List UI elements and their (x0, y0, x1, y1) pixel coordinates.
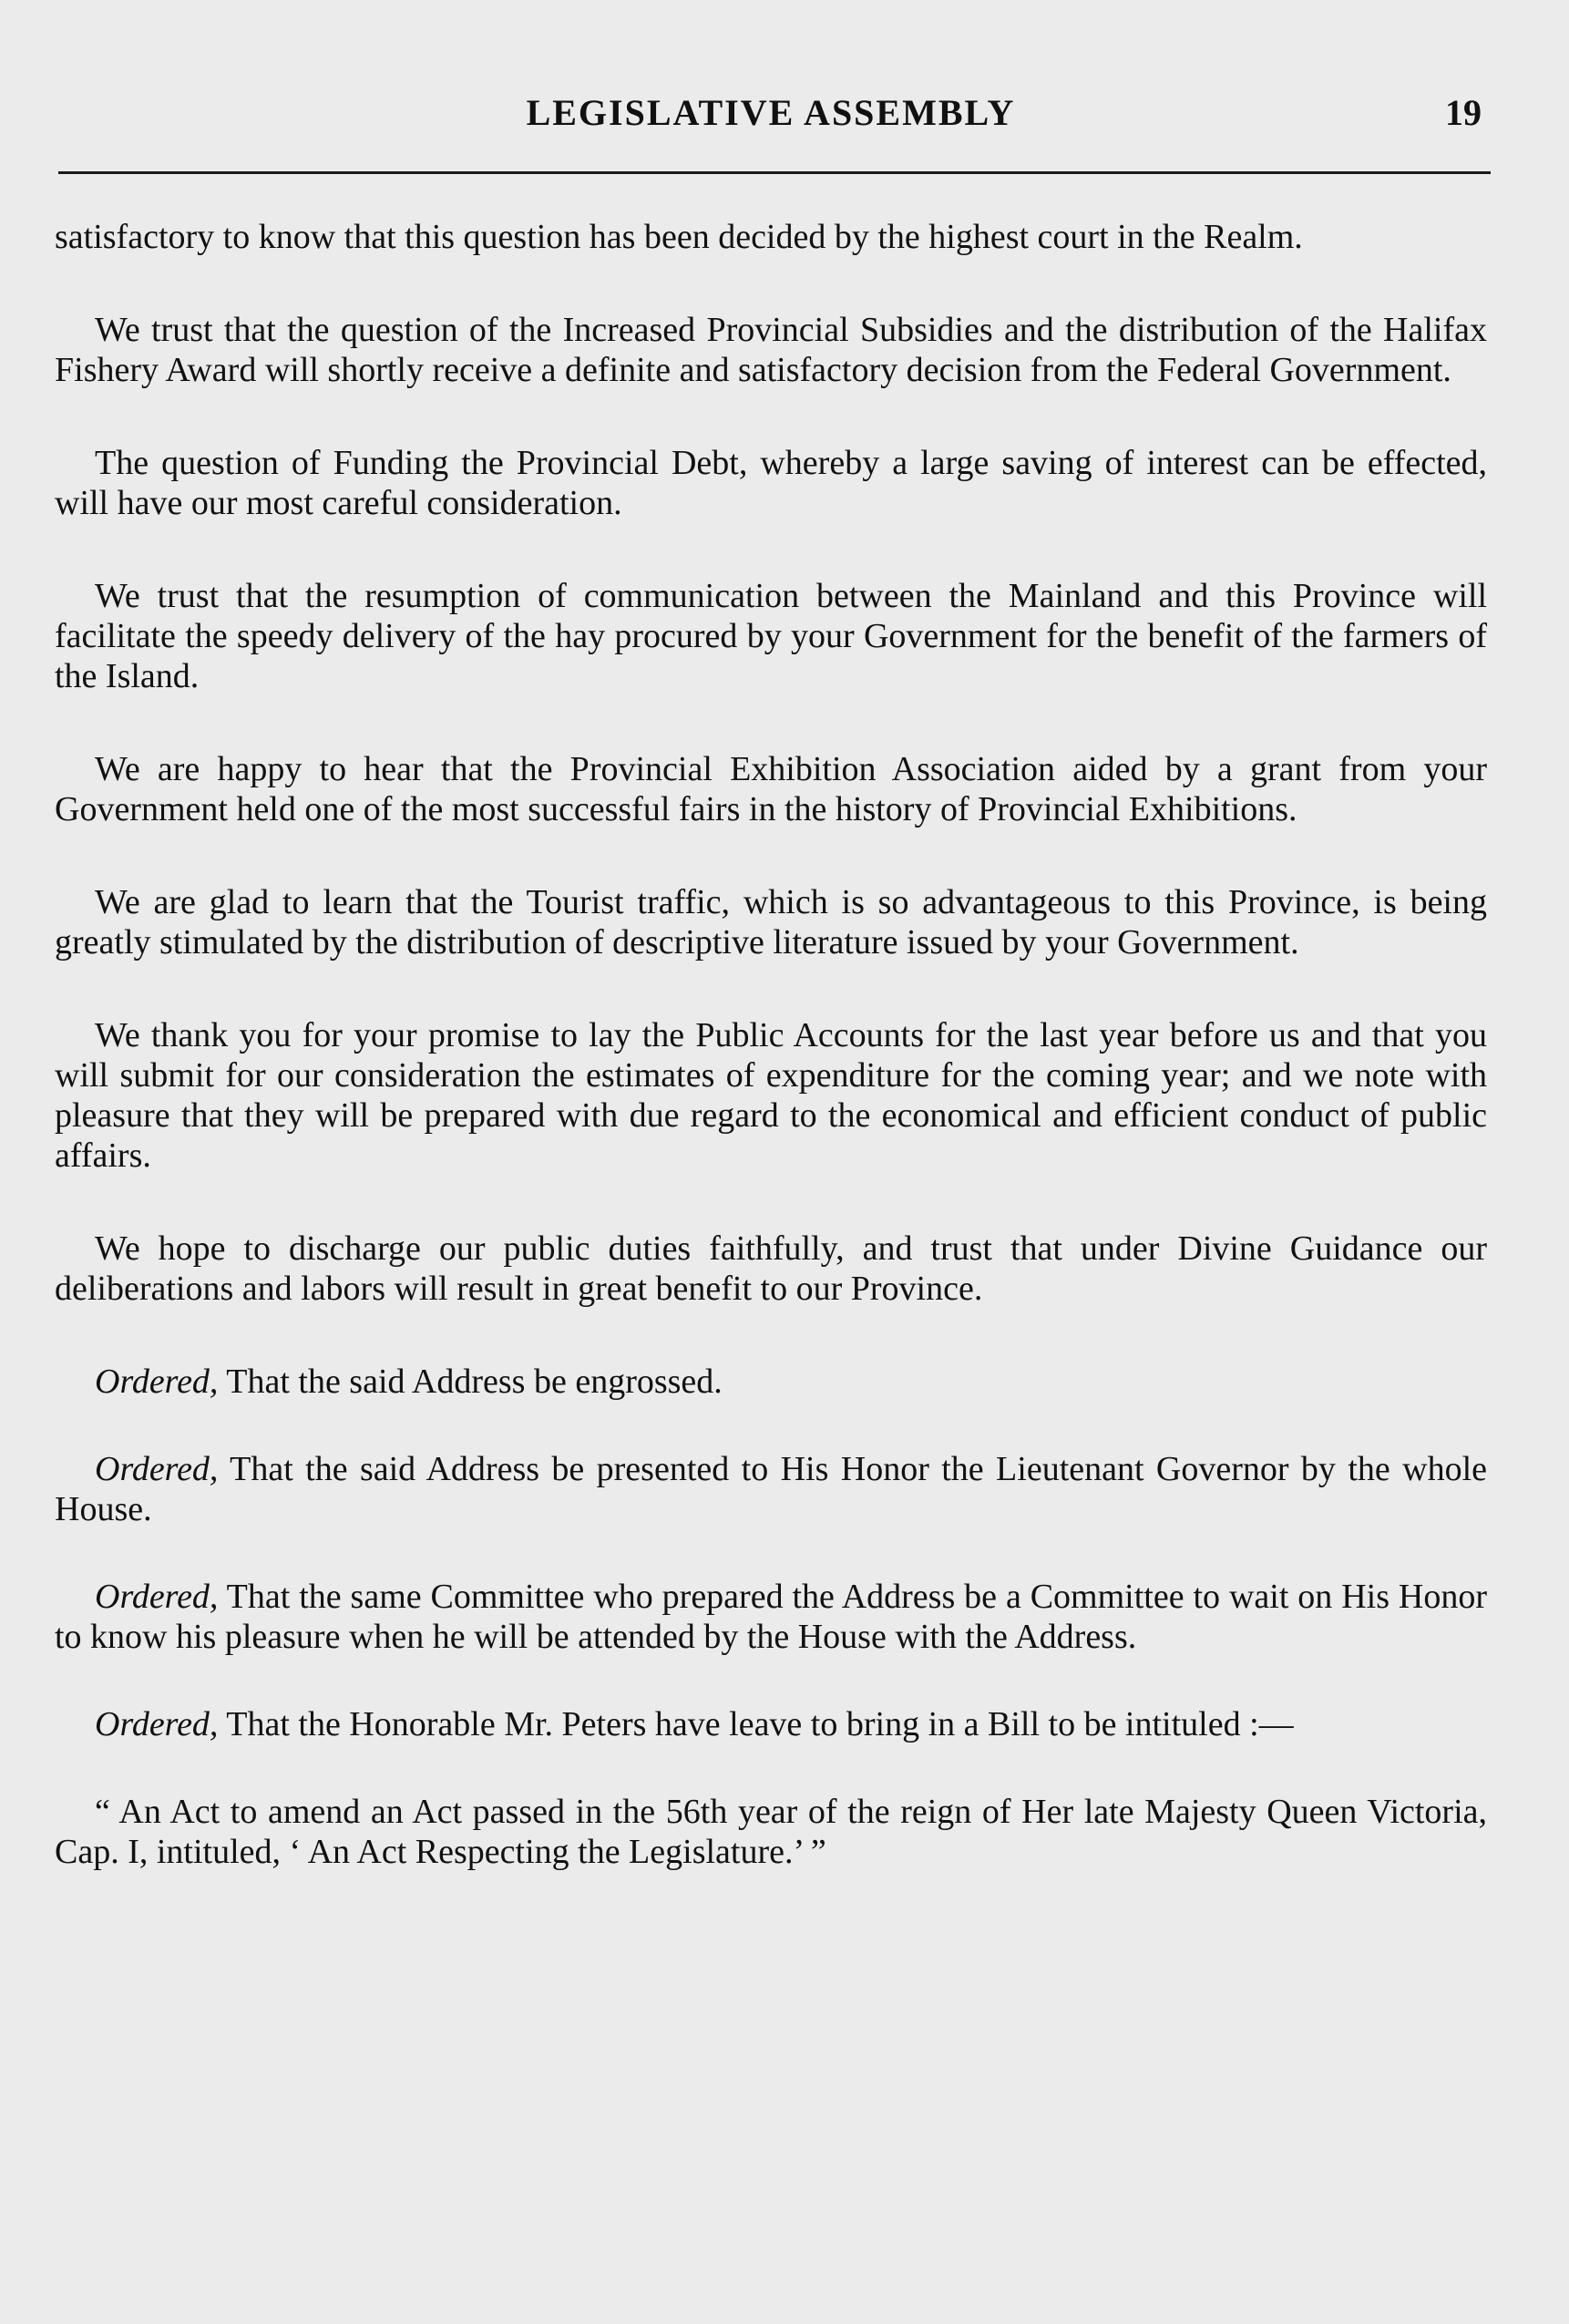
ordered-label: Ordered, (95, 1705, 219, 1743)
paragraph: We thank you for your promise to lay the Public Accounts for the last year before us and that you will submit for our consideration the estimates of expenditure for the coming year; and we note with pleasure that they will be prepared with due regard to the economical and efficient conduct of public affairs. (55, 1016, 1487, 1175)
paragraph: We are happy to hear that the Provincial Exhibition Association aided by a grant from your Government held one of the most successful fairs in the history of Provincial Exhibitions. (55, 750, 1487, 828)
page-header (51, 87, 1491, 142)
paragraph: We hope to discharge our public duties faithfully, and trust that under Divine Guidance our deliberations and labors will result in great benefit to our Province. (55, 1229, 1487, 1308)
ordered-label: Ordered, (95, 1450, 219, 1488)
ordered-label: Ordered, (95, 1363, 219, 1401)
order-text: That the same Committee who prepared the Address be a Committee to wait on His Honor to know his pleasure when he will be attended by the House with the Address. (55, 1578, 1487, 1656)
running-head: LEGISLATIVE ASSEMBLY (526, 92, 1016, 133)
paragraph: We trust that the resumption of communication between the Mainland and this Province will facilitate the speedy delivery of the hay procured by your Government for the benefit of the farmers of the Island. (55, 577, 1487, 695)
page-number: 19 (1445, 92, 1482, 133)
order-paragraph (55, 1449, 1487, 1529)
ordered-label: Ordered, (95, 1578, 219, 1616)
order-text: That the said Address be engrossed. (218, 1363, 723, 1401)
header-rule (58, 171, 1491, 174)
order-text: That the said Address be presented to His Honor the Lieutenant Governor by the whole House. (55, 1450, 1487, 1528)
order-paragraph (55, 1577, 1487, 1657)
order-paragraph (55, 1704, 1487, 1744)
paragraph: The question of Funding the Provincial Debt, whereby a large saving of interest can be effected, will have our most careful consideration. (55, 444, 1487, 522)
bill-title-quote: “ An Act to amend an Act passed in the 56th year of the reign of Her late Majesty Queen Victoria, Cap. I, intituled, ‘ An Act Respecting the Legislature.’ ” (55, 1793, 1487, 1871)
body-text (55, 217, 1487, 1872)
paragraph: satisfactory to know that this question has been decided by the highest court in the Realm. (55, 218, 1303, 256)
order-text: That the Honorable Mr. Peters have leave to bring in a Bill to be intituled :— (218, 1705, 1294, 1743)
paragraph: We are glad to learn that the Tourist traffic, which is so advantageous to this Province, is being greatly stimulated by the distribution of descriptive literature issued by your Government. (55, 883, 1487, 961)
order-paragraph (55, 1362, 1487, 1402)
paragraph: We trust that the question of the Increased Provincial Subsidies and the distribution of the Halifax Fishery Award will shortly receive a definite and satisfactory decision from the Federal Government. (55, 311, 1487, 389)
